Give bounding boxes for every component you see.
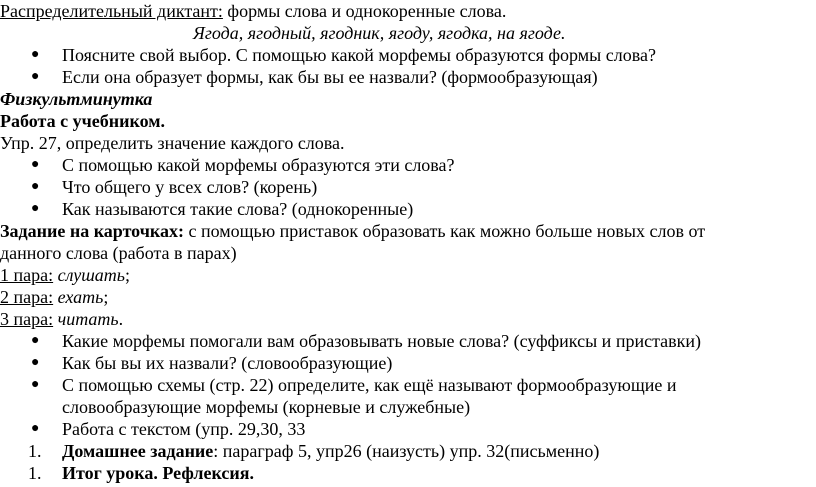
list-item: Что общего у всех слов? (корень) [62, 177, 318, 197]
pair-word: слушать [57, 265, 125, 285]
exercise-text: Упр. 27, определить значение каждого слова. [0, 133, 345, 153]
list-item: Как называются такие слова? (однокоренные) [62, 199, 414, 219]
card-task-text: с помощью приставок образовать как можно больше новых слов от [183, 221, 706, 241]
dictation-heading [0, 0, 506, 22]
bullet-icon: ● [31, 47, 40, 62]
list-item: Как бы вы их назвали? (словообразующие) [62, 353, 393, 373]
bullet-icon: ● [31, 179, 40, 194]
pair-word: читать [57, 309, 119, 329]
list-item: С помощью схемы (стр. 22) определите, как ещё называют формообразующие и [62, 375, 677, 395]
word-list: Ягода, ягодный, ягодник, ягоду, ягодка, на ягоде. [193, 23, 566, 43]
list-item-continued: словообразующие морфемы (корневые и служебные) [62, 397, 471, 417]
list-item: Поясните свой выбор. С помощью какой морфемы образуются формы слова? [62, 45, 656, 65]
list-item: Если она образует формы, как бы вы ее назвали? (формообразующая) [62, 67, 598, 87]
summary-label: Итог урока. Рефлексия. [62, 463, 254, 483]
pair-end: . [118, 309, 124, 329]
homework-text: : параграф 5, упр26 (наизусть) упр. 32(письменно) [213, 441, 600, 461]
pair-label: 3 пара: [0, 309, 54, 329]
card-task [0, 220, 705, 242]
list-item: Какие морфемы помогали вам образовывать новые слова? (суффиксы и приставки) [62, 331, 702, 351]
list-item: Работа с текстом (упр. 29,30, 33 [62, 419, 306, 439]
card-task-continued: данного слова (работа в парах) [0, 243, 237, 263]
textbook-heading: Работа с учебником. [0, 111, 166, 131]
list-number: 1. [28, 441, 42, 461]
pair-label: 1 пара: [0, 265, 54, 285]
bullet-icon: ● [31, 333, 40, 348]
pair-end: ; [125, 265, 131, 285]
homework-label: Домашнее задание [62, 441, 214, 461]
bullet-icon: ● [31, 421, 40, 436]
dictation-topic: формы слова и однокоренные слова. [222, 1, 507, 21]
list-item: С помощью какой морфемы образуются эти слова? [62, 155, 455, 175]
fizkult-heading: Физкультминутка [0, 89, 153, 109]
bullet-icon: ● [31, 377, 40, 392]
card-task-label: Задание на карточках: [0, 221, 184, 241]
bullet-icon: ● [31, 201, 40, 216]
pair-line [0, 308, 123, 330]
bullet-icon: ● [31, 69, 40, 84]
bullet-icon: ● [31, 157, 40, 172]
bullet-icon: ● [31, 355, 40, 370]
summary-item [62, 462, 254, 484]
pair-label: 2 пара: [0, 287, 54, 307]
dictation-label: Распределительный диктант: [0, 1, 223, 21]
pair-end: ; [103, 287, 109, 307]
pair-word: ехать [57, 287, 104, 307]
homework-item [62, 440, 599, 462]
list-number: 1. [28, 463, 42, 483]
pair-line [0, 286, 108, 308]
pair-line [0, 264, 130, 286]
